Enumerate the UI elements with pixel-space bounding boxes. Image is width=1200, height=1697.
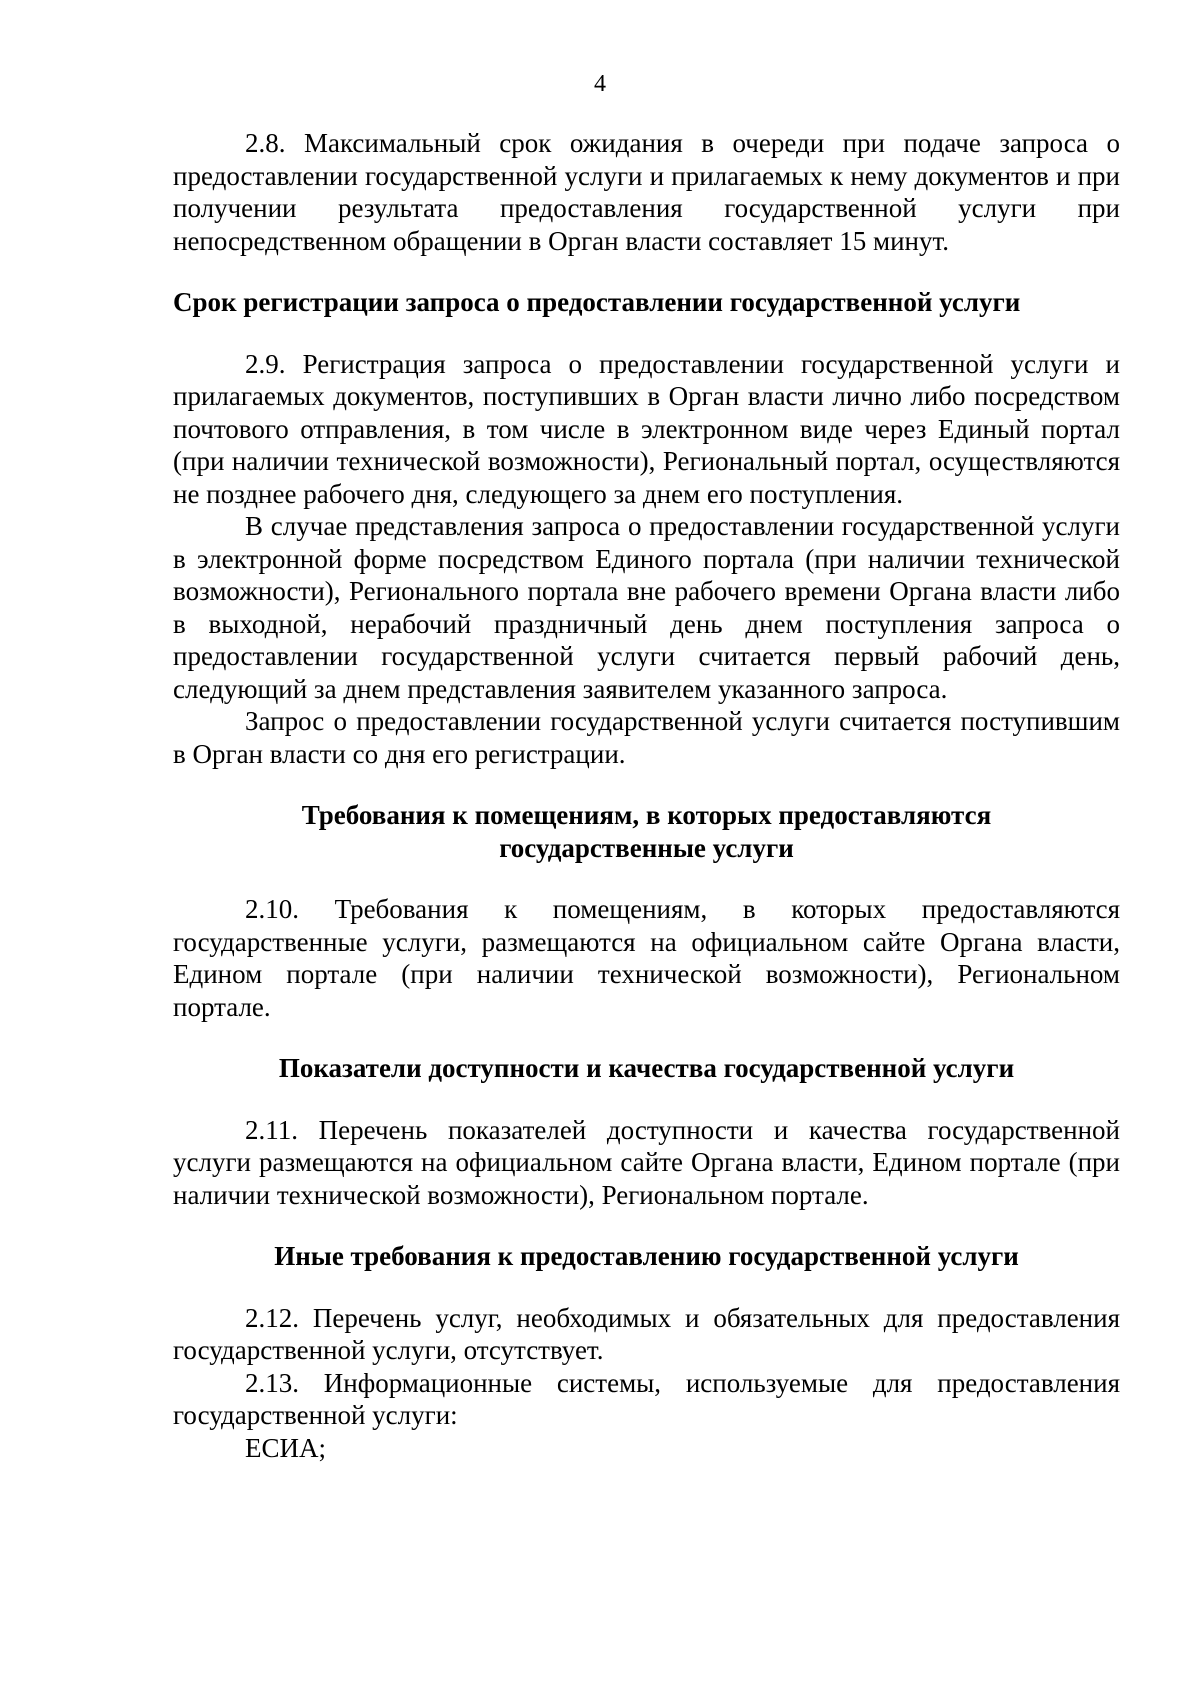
paragraph-2-9: 2.9. Регистрация запроса о предоставлении государственной услуги и прилагаемых документов, поступивших в Орган власти лично либо посредством почтового отправления, в том числе в электронном виде через Единый портал (при наличии технической возможности), Региональный портал, осуществляются не позднее рабочего дня, следующего за днем его поступления. bbox=[173, 348, 1120, 509]
heading-premises-requirements bbox=[173, 799, 1120, 864]
heading-other-requirements: Иные требования к предоставлению государственной услуги bbox=[274, 1241, 1019, 1271]
page-number: 4 bbox=[594, 71, 606, 97]
paragraph-2-13: 2.13. Информационные системы, используемые для предоставления государственной услуги: bbox=[173, 1367, 1120, 1430]
paragraph-esia: ЕСИА; bbox=[245, 1432, 326, 1463]
heading-premises-line-2: государственные услуги bbox=[499, 832, 794, 863]
heading-availability-quality: Показатели доступности и качества государственной услуги bbox=[278, 1053, 1015, 1083]
paragraph-2-11: 2.11. Перечень показателей доступности и качества государственной услуги размещаются на официальном сайте Органа власти, Едином портале (при наличии технической возможности), Региональном портале. bbox=[173, 1114, 1120, 1210]
paragraph-2-9-registration-date: Запрос о предоставлении государственной услуги считается поступившим в Орган власти со дня его регистрации. bbox=[173, 706, 1120, 769]
document-body bbox=[173, 127, 1120, 1464]
paragraph-2-12: 2.12. Перечень услуг, необходимых и обязательных для предоставления государственной услуги, отсутствует. bbox=[173, 1302, 1120, 1365]
paragraph-2-8: 2.8. Максимальный срок ожидания в очереди при подаче запроса о предоставлении государственной услуги и прилагаемых к нему документов и при получении результата предоставления государственной услуги при непосредственном обращении в Орган власти составляет 15 минут. bbox=[173, 128, 1120, 256]
heading-registration-term: Срок регистрации запроса о предоставлении государственной услуги bbox=[173, 287, 1021, 317]
paragraph-2-9-electronic: В случае представления запроса о предоставлении государственной услуги в электронной форме посредством Единого портала (при наличии технической возможности), Регионального портала вне рабочего времени Органа власти либо в выходной, нерабочий праздничный день днем поступления запроса о предоставлении государственной услуги считается первый рабочий день, следующий за днем представления заявителем указанного запроса. bbox=[173, 511, 1120, 704]
paragraph-2-10: 2.10. Требования к помещениям, в которых предоставляются государственные услуги, размещаются на официальном сайте Органа власти, Едином портале (при наличии технической возможности), Региональном портале. bbox=[173, 894, 1120, 1022]
heading-premises-line-1: Требования к помещениям, в которых предоставляются bbox=[301, 800, 992, 830]
